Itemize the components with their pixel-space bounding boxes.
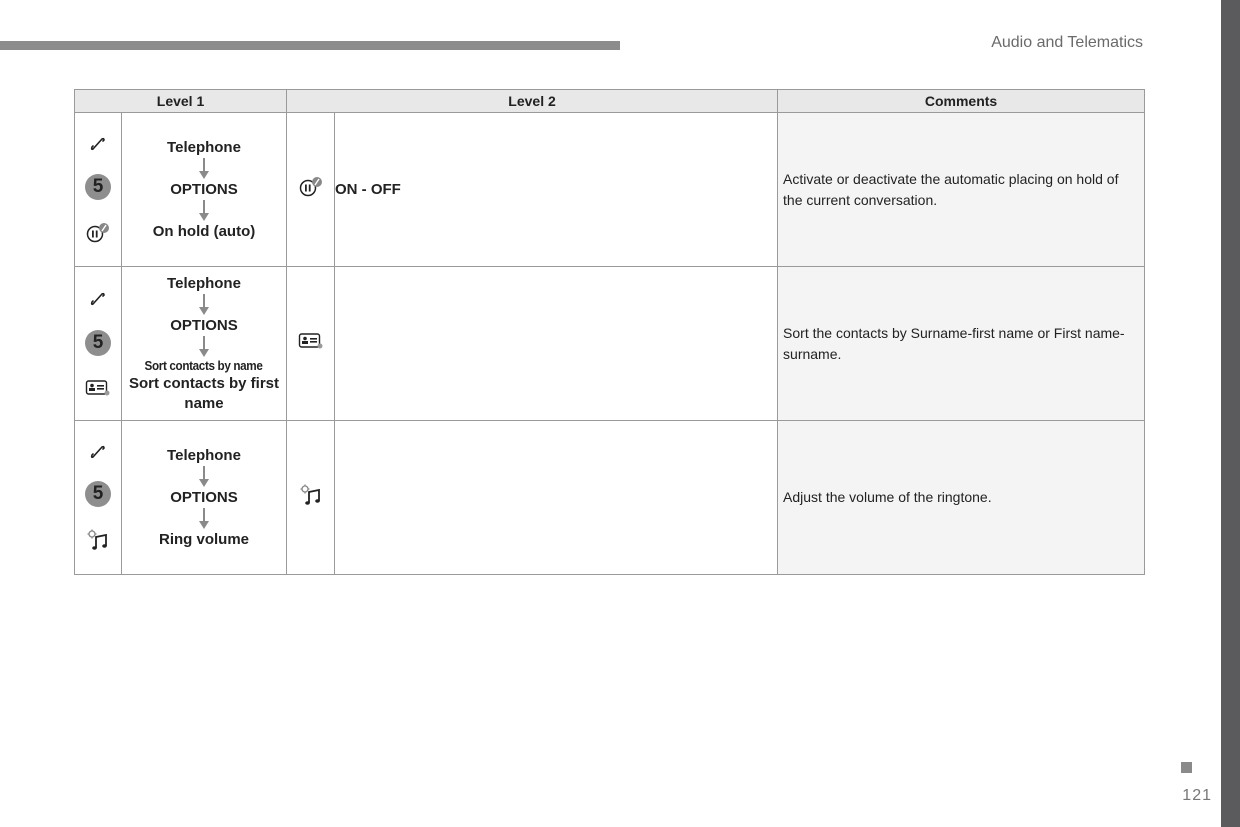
level1-path [122,421,287,575]
path-item-ring-volume: Ring volume [159,530,250,548]
path-item-options: OPTIONS [170,180,238,198]
header-level-2: Level 2 [287,90,778,113]
section-title: Audio and Telematics [991,34,1143,51]
path-item-sort-by-first-name: Sort contacts by first name [128,374,280,412]
table-row [75,113,1145,267]
page-number: 121 [1182,787,1212,804]
table-header-row [75,90,1145,113]
telephone-icon [89,290,107,308]
arrow-down-icon [198,466,210,488]
table-row [75,267,1145,421]
path-item-options: OPTIONS [170,316,238,334]
level2-text: ON - OFF [335,113,778,267]
step-number-badge: 5 [85,174,111,200]
path-item-sort-by-name: Sort contacts by name [145,357,263,373]
telephone-icon [89,443,107,461]
hold-icon [298,176,324,198]
level2-icon-cell [287,113,335,267]
arrow-down-icon [198,200,210,222]
level2-text [335,267,778,421]
menu-table [74,89,1145,575]
arrow-down-icon [198,336,210,358]
path-item-on-hold: On hold (auto) [152,222,256,240]
page-marker-square [1181,762,1192,773]
row-icons [75,421,122,575]
contact-card-icon [298,332,324,350]
header-level-1: Level 1 [75,90,287,113]
level1-path [122,113,287,267]
step-number-badge: 5 [85,330,111,356]
arrow-down-icon [198,294,210,316]
row-icons [75,113,122,267]
arrow-down-icon [198,508,210,530]
comment-text: Adjust the volume of the ringtone. [778,421,1145,575]
arrow-down-icon [198,158,210,180]
comment-text: Sort the contacts by Surname-first name or First name-surname. [778,267,1145,421]
row-icons [75,267,122,421]
header-comments: Comments [778,90,1145,113]
path-item-telephone: Telephone [167,446,241,464]
ringtone-settings-icon [86,528,110,552]
level2-icon-cell [287,421,335,575]
contact-card-icon [85,379,111,397]
telephone-icon [89,135,107,153]
ringtone-settings-icon [299,483,323,507]
path-item-telephone: Telephone [167,138,241,156]
comment-text: Activate or deactivate the automatic placing on hold of the current conversation. [778,113,1145,267]
path-item-telephone: Telephone [167,274,241,292]
table-row [75,421,1145,575]
path-item-options: OPTIONS [170,488,238,506]
level2-icon-cell [287,267,335,421]
hold-icon [85,222,111,244]
level1-path [122,267,287,421]
page-edge-sidebar [1221,0,1240,827]
header-bar [0,41,620,50]
level2-text [335,421,778,575]
step-number-badge: 5 [85,481,111,507]
